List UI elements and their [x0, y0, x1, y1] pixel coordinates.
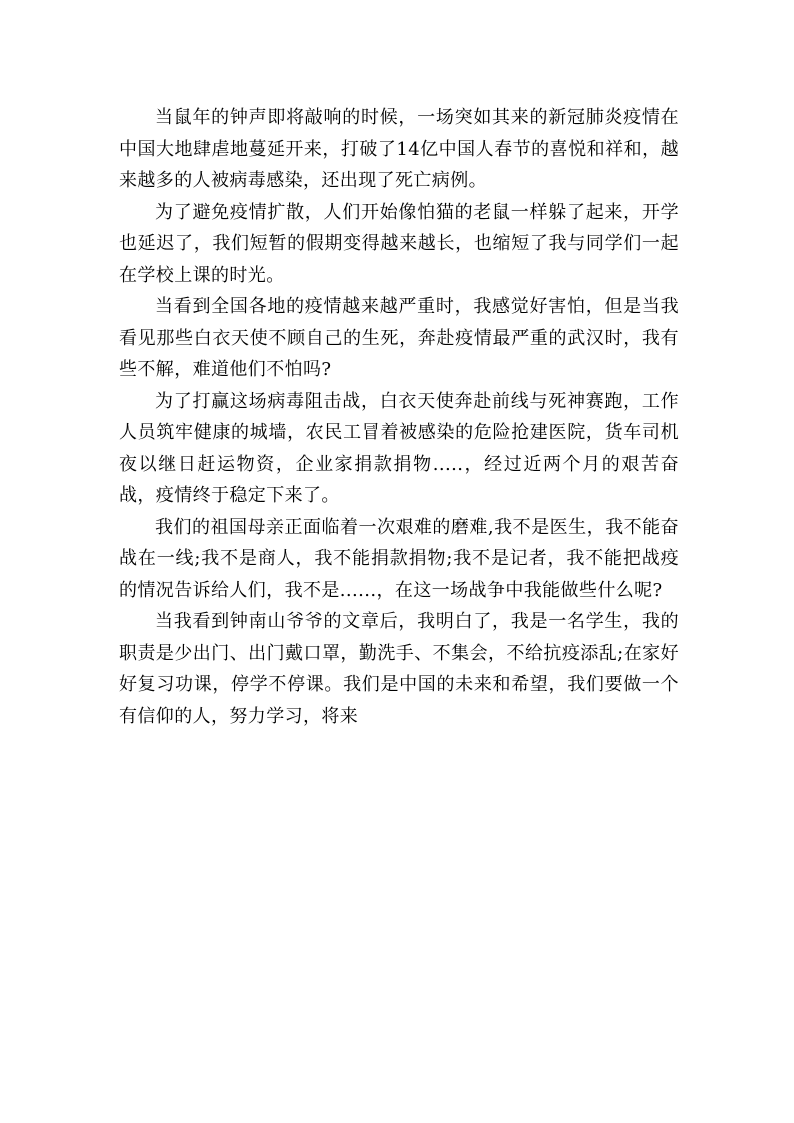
paragraph-6: 当我看到钟南山爷爷的文章后，我明白了，我是一名学生，我的职责是少出门、出门戴口罩，勤洗手、不集会，不给抗疫添乱;在家好好复习功课，停学不停课。我们是中国的未来和希望，我们要做一个有信仰的人，努力学习，将来 [119, 611, 679, 727]
paragraph-1: 当鼠年的钟声即将敲响的时候，一场突如其来的新冠肺炎疫情在中国大地肆虐地蔓延开来，打破了14亿中国人春节的喜悦和祥和，越来越多的人被病毒感染，还出现了死亡病例。 [119, 107, 679, 191]
paragraph-3: 当看到全国各地的疫情越来越严重时，我感觉好害怕，但是当我看见那些白衣天使不顾自己的生死，奔赴疫情最严重的武汉时，我有些不解，难道他们不怕吗? [119, 296, 679, 380]
paragraph-4: 为了打赢这场病毒阻击战，白衣天使奔赴前线与死神赛跑，工作人员筑牢健康的城墙，农民工冒着被感染的危险抢建医院，货车司机夜以继日赶运物资，企业家捐款捐物.....，经过近两个月的艰苦奋战，疫情终于稳定下来了。 [119, 390, 679, 506]
document-body [119, 102, 679, 732]
paragraph-2: 为了避免疫情扩散，人们开始像怕猫的老鼠一样躲了起来，开学也延迟了，我们短暂的假期变得越来越长，也缩短了我与同学们一起在学校上课的时光。 [119, 201, 679, 286]
paragraph-5: 我们的祖国母亲正面临着一次艰难的磨难,我不是医生，我不能奋战在一线;我不是商人，我不能捐款捐物;我不是记者，我不能把战疫的情况告诉给人们，我不是......，在这一场战争中我能做些什么呢? [119, 516, 679, 601]
